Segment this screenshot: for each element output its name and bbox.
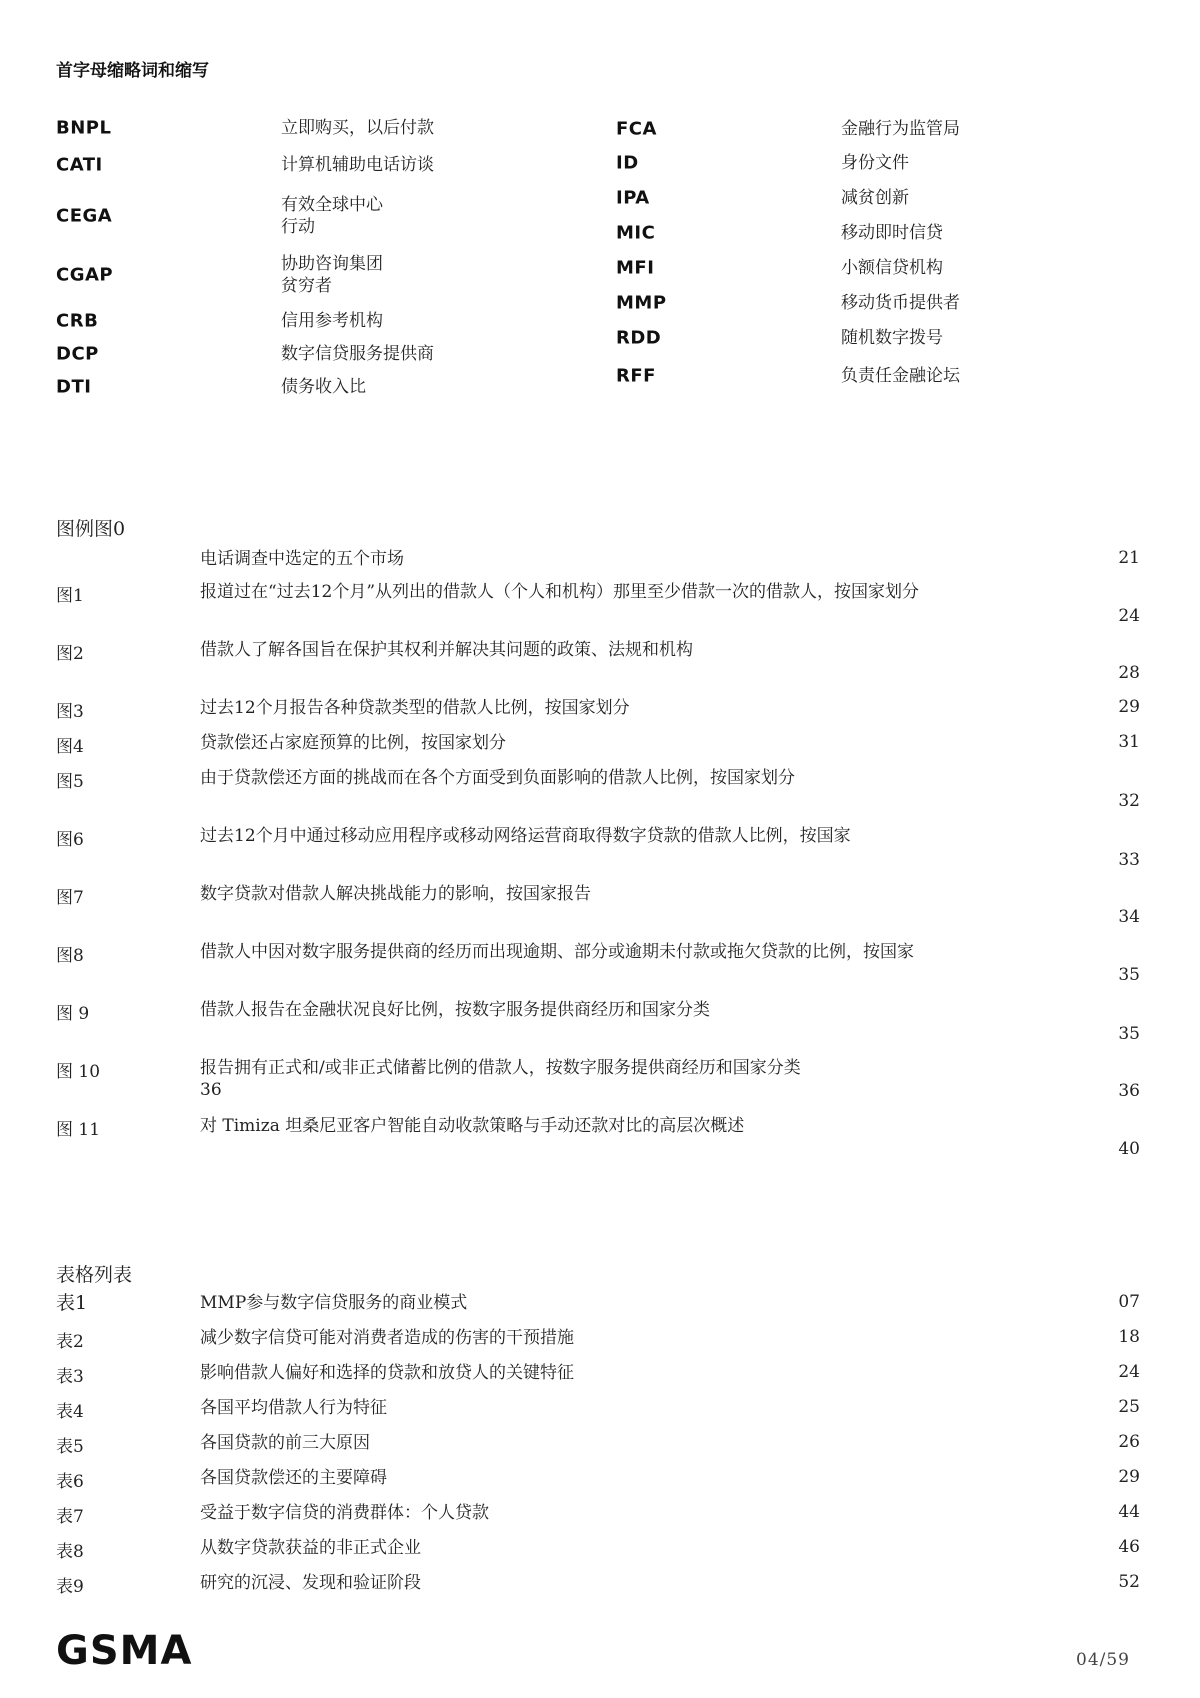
- figure-page-number: 28: [1118, 663, 1140, 683]
- figure-label: 图2: [56, 644, 84, 664]
- abbreviation-code: CEGA: [56, 205, 113, 227]
- abbreviations-title: 首字母缩略词和缩写: [56, 61, 209, 81]
- table-label: 表7: [56, 1507, 84, 1527]
- abbreviation-code: DCP: [56, 343, 99, 364]
- figure-label: 图3: [56, 702, 84, 722]
- figure-title: 数字贷款对借款人解决挑战能力的影响，按国家报告: [200, 884, 591, 904]
- figure-title: 电话调查中选定的五个市场: [200, 549, 404, 569]
- figure-page-number: 21: [1118, 548, 1140, 568]
- table-label: 表6: [56, 1472, 84, 1492]
- abbreviation-definition: 移动即时信贷: [841, 222, 943, 243]
- figure-title: 报道过在“过去12个月”从列出的借款人（个人和机构）那里至少借款一次的借款人，按国家划分: [200, 582, 920, 602]
- figure-page-number: 35: [1118, 965, 1140, 985]
- figure-title: 对 Timiza 坦桑尼亚客户智能自动收款策略与手动还款对比的高层次概述: [200, 1116, 745, 1136]
- abbreviation-definition: 身份文件: [841, 152, 909, 173]
- abbreviation-definition: 计算机辅助电话访谈: [281, 155, 434, 175]
- figure-title: 报告拥有正式和/或非正式储蓄比例的借款人，按数字服务提供商经历和国家分类 36: [200, 1058, 801, 1100]
- table-label: 表3: [56, 1367, 84, 1387]
- table-page-number: 26: [1118, 1432, 1140, 1452]
- abbreviation-definition: 移动货币提供者: [841, 292, 960, 313]
- abbreviation-definition: 负责任金融论坛: [841, 366, 960, 386]
- abbreviation-definition: 随机数字拨号: [841, 328, 943, 348]
- abbreviation-definition: 立即购买，以后付款: [281, 118, 434, 138]
- abbreviations-right-column: [616, 112, 1176, 396]
- table-title: MMP参与数字信贷服务的商业模式: [200, 1293, 468, 1313]
- abbreviation-definition: 有效全球中心 行动: [281, 195, 383, 237]
- figure-page-number: 32: [1118, 791, 1140, 811]
- table-page-number: 52: [1118, 1572, 1140, 1592]
- table-title: 各国贷款偿还的主要障碍: [200, 1468, 387, 1488]
- figure-title: 过去12个月中通过移动应用程序或移动网络运营商取得数字贷款的借款人比例，按国家: [200, 826, 851, 846]
- abbreviation-definition: 协助咨询集团 贫穷者: [281, 254, 383, 296]
- abbreviation-code: MFI: [616, 257, 655, 278]
- figure-page-number: 40: [1118, 1139, 1140, 1159]
- abbreviation-code: BNPL: [56, 117, 112, 139]
- table-page-number: 24: [1118, 1362, 1140, 1382]
- table-title: 受益于数字信贷的消费群体：个人贷款: [200, 1503, 489, 1523]
- abbreviation-row: [56, 112, 616, 144]
- figure-page-number: 34: [1118, 907, 1140, 927]
- figure-title: 过去12个月报告各种贷款类型的借款人比例，按国家划分: [200, 698, 630, 718]
- table-page-number: 25: [1118, 1397, 1140, 1417]
- abbreviation-row: [616, 215, 1176, 250]
- table-label: 表5: [56, 1437, 84, 1457]
- abbreviation-row: [56, 337, 616, 370]
- figure-title: 借款人报告在金融状况良好比例，按数字服务提供商经历和国家分类: [200, 1000, 710, 1020]
- figure-title: 借款人了解各国旨在保护其权利并解决其问题的政策、法规和机构: [200, 640, 693, 660]
- abbreviation-row: [56, 246, 616, 304]
- abbreviation-row: [56, 370, 616, 403]
- abbreviation-code: CGAP: [56, 264, 114, 286]
- figure-label: 图5: [56, 772, 84, 792]
- abbreviation-row: [616, 250, 1176, 285]
- figure-page-number: 36: [1118, 1081, 1140, 1101]
- figure-label: 图 10: [56, 1062, 101, 1082]
- figure-title: 借款人中因对数字服务提供商的经历而出现逾期、部分或逾期未付款或拖欠贷款的比例，按国家: [200, 942, 914, 962]
- figure-label: 图6: [56, 830, 84, 850]
- abbreviation-definition: 债务收入比: [281, 376, 366, 397]
- gsma-logo-text: GSMA: [56, 1628, 193, 1672]
- figure-page-number: 24: [1118, 606, 1140, 626]
- abbreviation-definition: 数字信贷服务提供商: [281, 343, 434, 364]
- abbreviation-code: IPA: [616, 187, 650, 208]
- page-number: 04/59: [1076, 1650, 1130, 1670]
- figure-page-number: 31: [1118, 732, 1140, 752]
- abbreviation-row: [56, 304, 616, 337]
- abbreviation-code: MMP: [616, 292, 667, 313]
- table-title: 各国平均借款人行为特征: [200, 1398, 387, 1418]
- abbreviation-row: [56, 186, 616, 246]
- abbreviation-code: FCA: [616, 118, 657, 139]
- table-label: 表9: [56, 1577, 84, 1597]
- table-label: 表4: [56, 1402, 84, 1422]
- table-title: 影响借款人偏好和选择的贷款和放贷人的关键特征: [200, 1363, 574, 1383]
- abbreviation-definition: 信用参考机构: [281, 310, 383, 331]
- table-label: 表2: [56, 1332, 84, 1352]
- abbreviation-code: ID: [616, 152, 639, 173]
- abbreviation-row: [616, 356, 1176, 396]
- table-label: 表8: [56, 1542, 84, 1562]
- abbreviation-code: RDD: [616, 327, 662, 349]
- figure-label: 图1: [56, 586, 84, 606]
- table-page-number: 44: [1118, 1502, 1140, 1522]
- abbreviation-definition: 小额信贷机构: [841, 257, 943, 278]
- abbreviations-left-column: [56, 112, 616, 403]
- abbreviation-code: DTI: [56, 376, 92, 397]
- abbreviation-code: RFF: [616, 365, 656, 387]
- abbreviation-row: [56, 144, 616, 186]
- figures-list-heading: 图例图0: [56, 518, 126, 540]
- abbreviation-code: CATI: [56, 154, 103, 176]
- figure-label: 图8: [56, 946, 84, 966]
- figure-label: 图7: [56, 888, 84, 908]
- table-page-number: 07: [1118, 1292, 1140, 1312]
- figure-title: 贷款偿还占家庭预算的比例，按国家划分: [200, 733, 506, 753]
- table-title: 研究的沉浸、发现和验证阶段: [200, 1573, 421, 1593]
- abbreviation-definition: 减贫创新: [841, 187, 909, 208]
- gsma-logo-graphic: [56, 1628, 244, 1672]
- gsma-logo: [56, 1628, 244, 1676]
- table-title: 各国贷款的前三大原因: [200, 1433, 370, 1453]
- abbreviation-row: [616, 320, 1176, 356]
- table-title: 从数字贷款获益的非正式企业: [200, 1538, 421, 1558]
- figure-page-number: 29: [1118, 697, 1140, 717]
- abbreviation-row: [616, 112, 1176, 145]
- abbreviation-code: CRB: [56, 310, 99, 331]
- figure-page-number: 33: [1118, 850, 1140, 870]
- table-page-number: 29: [1118, 1467, 1140, 1487]
- figure-label: 图4: [56, 737, 84, 757]
- abbreviation-row: [616, 145, 1176, 180]
- table-page-number: 46: [1118, 1537, 1140, 1557]
- figure-label: 图 9: [56, 1004, 90, 1024]
- tables-list-heading: 表格列表: [56, 1264, 133, 1286]
- table-title: 减少数字信贷可能对消费者造成的伤害的干预措施: [200, 1328, 574, 1348]
- abbreviation-row: [616, 285, 1176, 320]
- figure-title: 由于贷款偿还方面的挑战而在各个方面受到负面影响的借款人比例，按国家划分: [200, 768, 795, 788]
- abbreviation-code: MIC: [616, 222, 656, 243]
- figure-label: 图 11: [56, 1120, 101, 1140]
- table-page-number: 18: [1118, 1327, 1140, 1347]
- figure-page-number: 35: [1118, 1024, 1140, 1044]
- table-label: 表1: [56, 1292, 88, 1314]
- abbreviation-row: [616, 180, 1176, 215]
- abbreviation-definition: 金融行为监管局: [841, 118, 960, 139]
